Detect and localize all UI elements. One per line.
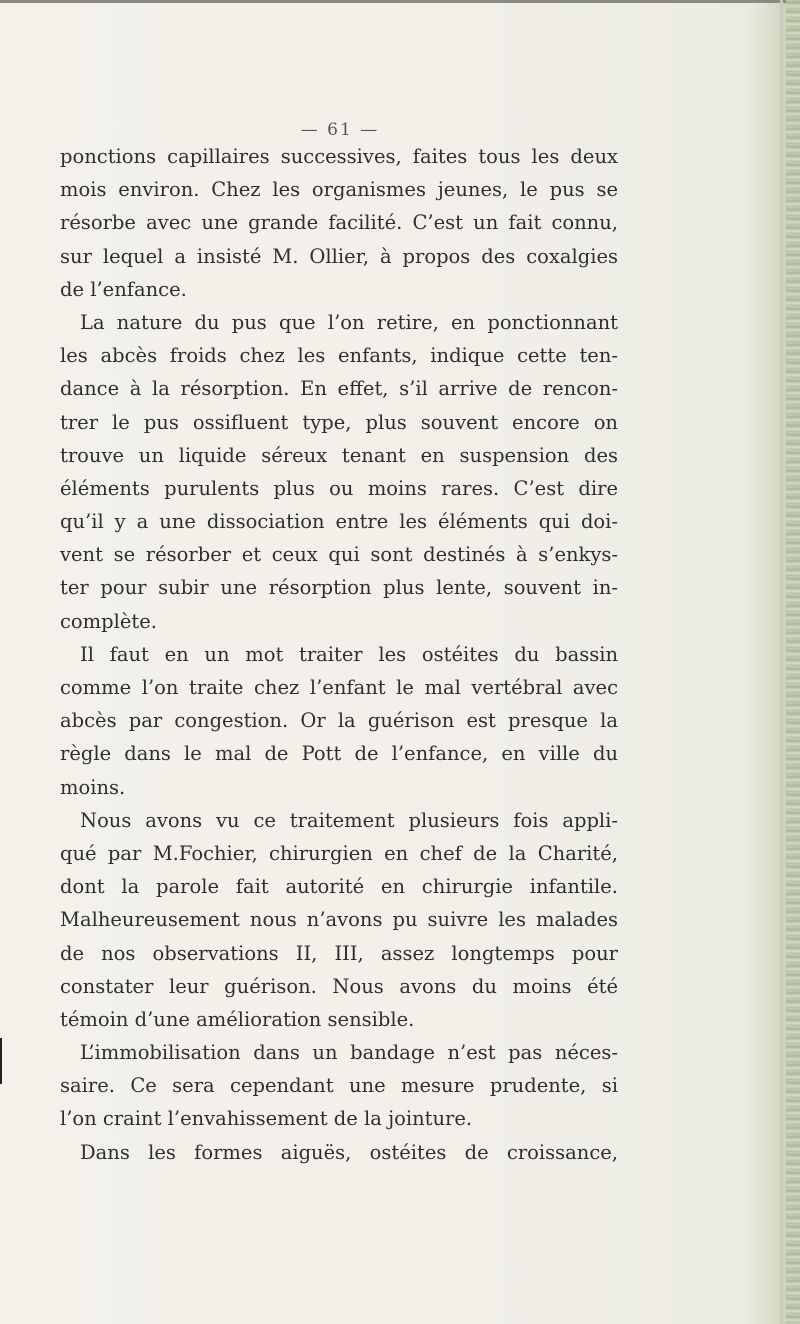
text-line: saire. Ce sera cependant une mesure prudente, si <box>60 1074 618 1098</box>
body-text <box>60 140 618 1169</box>
text-line: Nous avons vu ce traitement plusieurs fois appli- <box>80 808 618 832</box>
text-line: L’immobilisation dans un bandage n’est pas néces- <box>80 1041 618 1065</box>
text-line: constater leur guérison. Nous avons du moins été <box>60 974 618 998</box>
text-line: ponctions capillaires successives, faites tous les deux <box>60 145 618 168</box>
text-line: comme l’on traite chez l’enfant le mal vertébral avec <box>60 676 618 699</box>
text-line: qu’il y a une dissociation entre les éléments qui doi- <box>60 510 618 534</box>
page-number: — 61 — <box>300 120 380 140</box>
text-line: trouve un liquide séreux tenant en suspension des <box>60 443 618 467</box>
text-line: La nature du pus que l’on retire, en ponctionnant <box>80 310 618 334</box>
text-line: moins. <box>60 775 126 799</box>
text-line: vent se résorber et ceux qui sont destinés à s’enkys- <box>60 543 618 567</box>
text-line: mois environ. Chez les organismes jeunes, le pus se <box>60 178 618 202</box>
text-line: Dans les formes aiguës, ostéites de croissance, <box>80 1140 618 1164</box>
page-gutter-shadow <box>780 0 783 1324</box>
left-margin-mark <box>0 1038 2 1084</box>
text-line: dance à la résorption. En effet, s’il arrive de rencon- <box>60 377 618 401</box>
text-line: les abcès froids chez les enfants, indique cette ten- <box>60 344 618 368</box>
text-line: abcès par congestion. Or la guérison est presque la <box>60 709 618 733</box>
text-line: ter pour subir une résorption plus lente, souvent in- <box>60 576 618 600</box>
text-line: éléments purulents plus ou moins rares. C’est dire <box>60 476 618 500</box>
text-line: trer le pus ossifluent type, plus souvent encore on <box>60 410 618 434</box>
text-line: de l’enfance. <box>60 277 187 301</box>
text-line: sur lequel a insisté M. Ollier, à propos des coxalgies <box>60 244 618 268</box>
text-line: témoin d’une amélioration sensible. <box>60 1007 415 1031</box>
page-right-edge <box>786 0 800 1324</box>
top-page-edge <box>0 0 800 3</box>
text-line: de nos observations II, III, assez longtemps pour <box>60 941 618 965</box>
text-line: dont la parole fait autorité en chirurgie infantile. <box>60 875 618 899</box>
text-line: l’on craint l’envahissement de la jointure. <box>60 1107 473 1131</box>
text-line: Il faut en un mot traiter les ostéites du bassin <box>80 642 618 666</box>
text-line: règle dans le mal de Pott de l’enfance, en ville du <box>60 742 618 766</box>
text-line: Malheureusement nous n’avons pu suivre les malades <box>60 908 618 932</box>
text-line: complète. <box>60 609 157 633</box>
text-line: qué par M.Fochier, chirurgien en chef de la Charité, <box>60 841 618 865</box>
text-line: résorbe avec une grande facilité. C’est un fait connu, <box>60 211 618 235</box>
